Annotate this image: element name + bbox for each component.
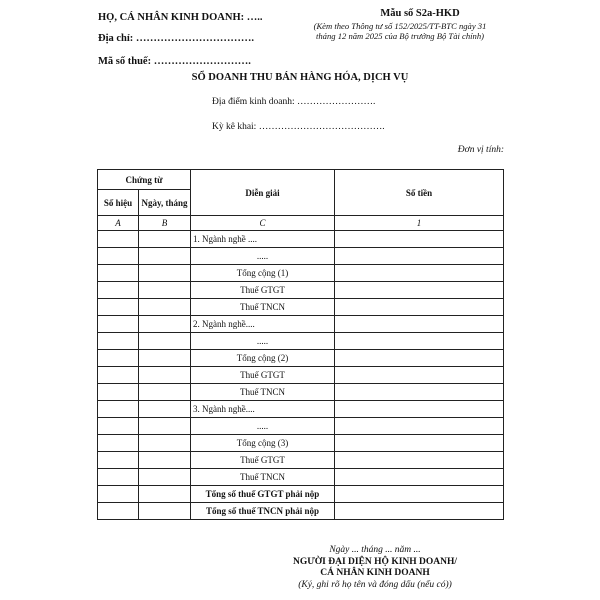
description-header: Diễn giải — [191, 170, 335, 216]
unit-label: Đơn vị tính: — [457, 145, 504, 155]
table-row — [98, 350, 504, 367]
page-title: SỔ DOANH THU BÁN HÀNG HÓA, DỊCH VỤ — [191, 72, 409, 83]
row-description: 1. Ngành nghề .... — [191, 231, 335, 248]
reporting-period-field: Kỳ kê khai: …………………………………. — [212, 122, 385, 132]
row-description: Thuế GTGT — [191, 367, 335, 384]
table-row — [98, 384, 504, 401]
column-letter-b: B — [139, 216, 191, 231]
tax-code-label: Mã số thuế: ………………………. — [98, 56, 251, 67]
table-row-total-vat — [98, 486, 504, 503]
voucher-date-header: Ngày, tháng — [139, 190, 191, 216]
form-code: Mẫu số S2a-HKD — [380, 8, 460, 19]
row-description: Tổng cộng (2) — [191, 350, 335, 367]
row-description: Tổng số thuế GTGT phải nộp — [191, 486, 335, 503]
voucher-number-header: Số hiệu — [98, 190, 139, 216]
amount-header: Số tiền — [335, 170, 504, 216]
table-row — [98, 333, 504, 350]
form-note-line-2: tháng 12 năm 2025 của Bộ trưởng Bộ Tài chính) — [315, 31, 484, 41]
table-row — [98, 435, 504, 452]
row-description: Tổng số thuế TNCN phải nộp — [191, 503, 335, 520]
business-location-field: Địa điểm kinh doanh: ……………………. — [212, 97, 376, 107]
table-row — [98, 265, 504, 282]
table-row — [98, 316, 504, 333]
signature-title-line-1: NGƯỜI ĐẠI DIỆN HỘ KINH DOANH/ — [292, 557, 458, 567]
table-row — [98, 282, 504, 299]
row-description: Thuế TNCN — [191, 299, 335, 316]
table-row — [98, 231, 504, 248]
table-row — [98, 452, 504, 469]
signature-note: (Ký, ghi rõ họ tên và đóng dấu (nếu có)) — [298, 580, 452, 590]
row-description: 3. Ngành nghề.... — [191, 401, 335, 418]
row-description: Thuế TNCN — [191, 384, 335, 401]
business-name-label: HỌ, CÁ NHÂN KINH DOANH: ….. — [98, 12, 263, 23]
signature-date: Ngày ... tháng ... năm ... — [329, 545, 421, 555]
table-header-row — [98, 170, 504, 190]
signature-title-line-2: CÁ NHÂN KINH DOANH — [320, 568, 430, 578]
table-row — [98, 367, 504, 384]
voucher-header: Chứng từ — [98, 170, 191, 190]
table-row — [98, 418, 504, 435]
table-row-total-pit — [98, 503, 504, 520]
table-row — [98, 469, 504, 486]
address-label: Địa chỉ: ……………………………. — [98, 33, 255, 44]
row-description: ..... — [191, 418, 335, 435]
row-description: ..... — [191, 248, 335, 265]
row-description: Thuế TNCN — [191, 469, 335, 486]
revenue-ledger-table — [97, 169, 504, 520]
row-description: Thuế GTGT — [191, 452, 335, 469]
table-row — [98, 401, 504, 418]
row-description: Tổng cộng (1) — [191, 265, 335, 282]
row-description: Tổng cộng (3) — [191, 435, 335, 452]
column-letter-c: C — [191, 216, 335, 231]
column-letter-a: A — [98, 216, 139, 231]
row-description: ..... — [191, 333, 335, 350]
table-row — [98, 248, 504, 265]
form-note-line-1: (Kèm theo Thông tư số 152/2025/TT-BTC ngày 31 — [313, 21, 487, 31]
row-description: 2. Ngành nghề.... — [191, 316, 335, 333]
row-description: Thuế GTGT — [191, 282, 335, 299]
column-number-1: 1 — [335, 216, 504, 231]
table-row — [98, 299, 504, 316]
column-letter-row — [98, 216, 504, 231]
